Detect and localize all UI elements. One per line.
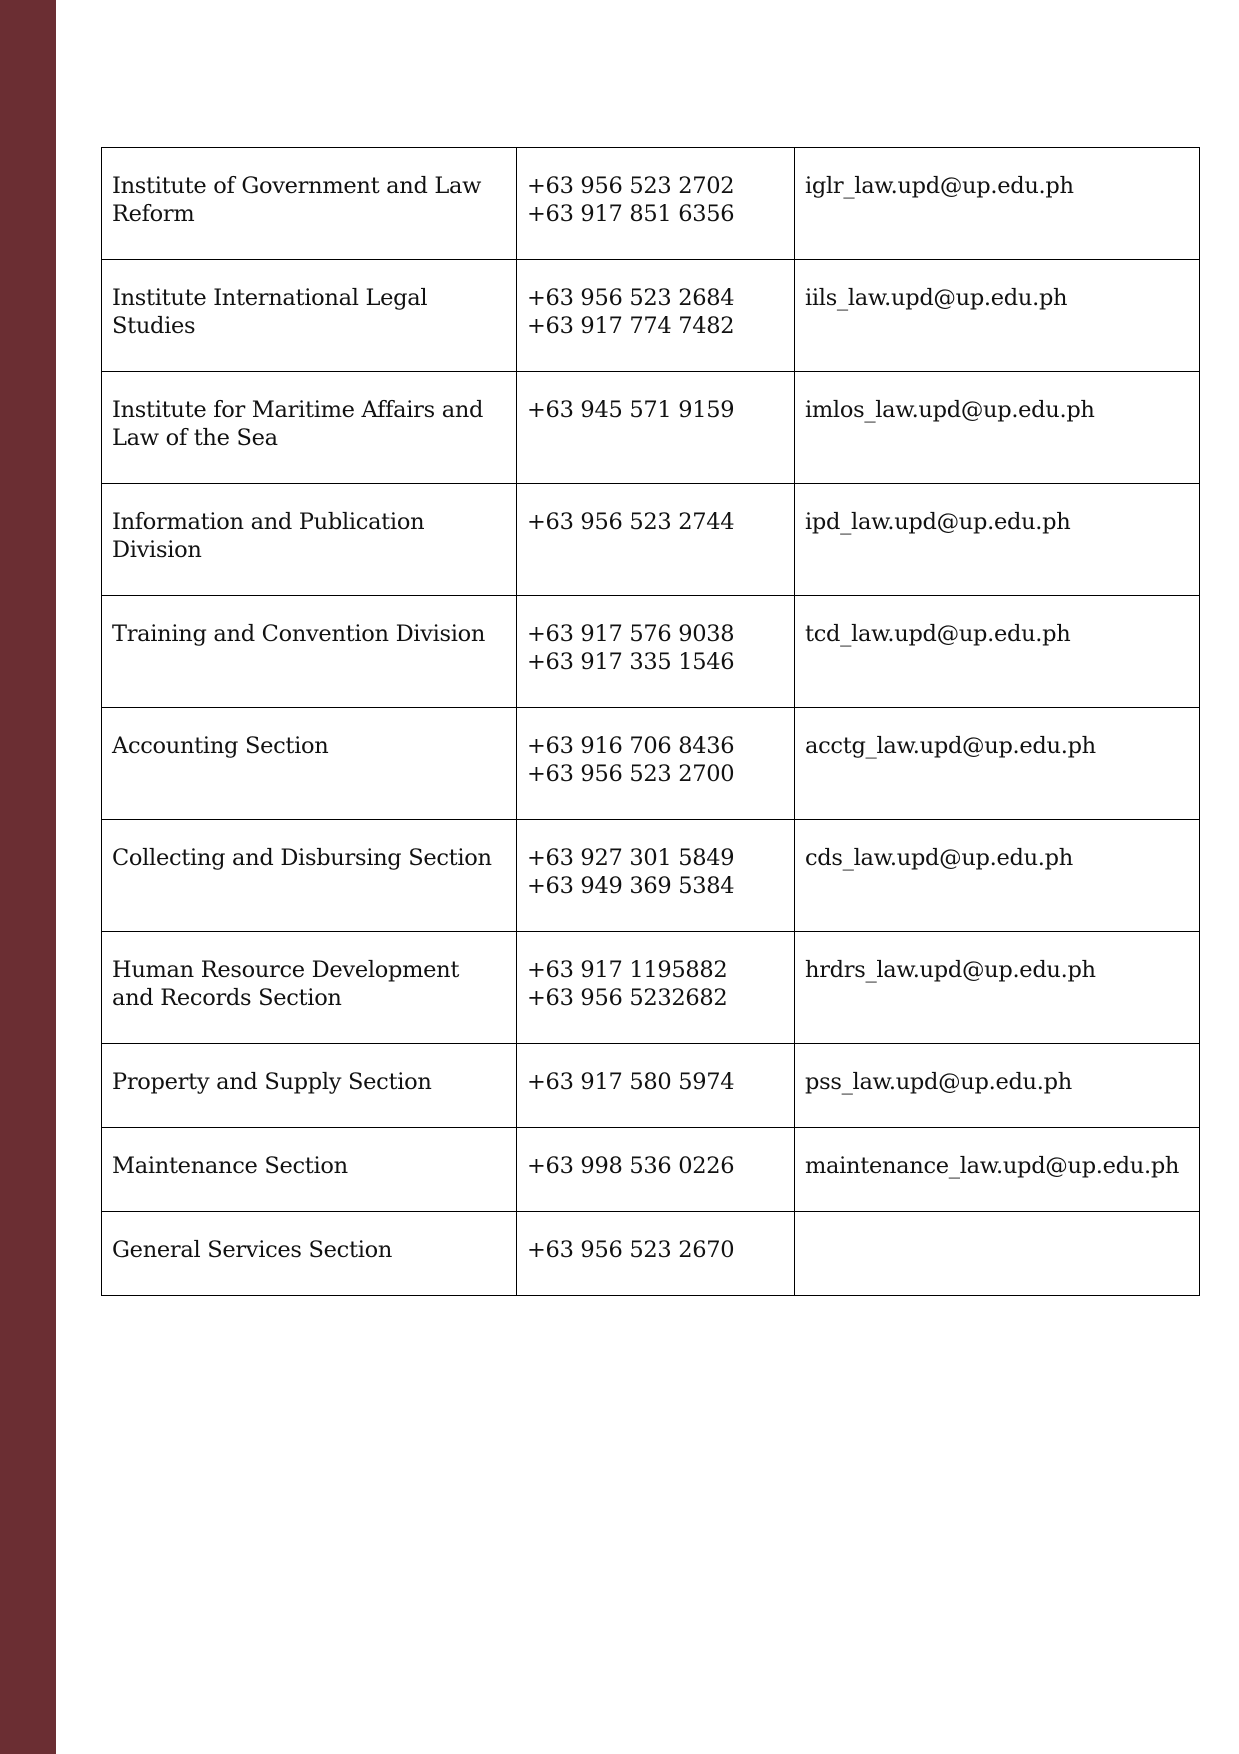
office-name: Institute for Maritime Affairs and Law of the Sea [102, 372, 517, 484]
office-name: Training and Convention Division [102, 596, 517, 708]
phone-number: +63 956 523 2670 [527, 1237, 735, 1263]
phone-number: +63 917 580 5974 [527, 1069, 735, 1095]
office-name: Information and Publication Division [102, 484, 517, 596]
phone-number: +63 956 523 2700 [527, 761, 735, 787]
table-row [102, 148, 1200, 260]
phone-number: +63 917 1195882 [527, 957, 728, 983]
phone-number: +63 916 706 8436 [527, 733, 735, 759]
phone-cell [517, 932, 795, 1044]
phone-number: +63 927 301 5849 [527, 845, 735, 871]
table-row [102, 708, 1200, 820]
table-row [102, 1044, 1200, 1128]
phone-number: +63 956 523 2744 [527, 509, 735, 535]
office-name: Institute International Legal Studies [102, 260, 517, 372]
phone-number: +63 917 576 9038 [527, 621, 735, 647]
phone-number: +63 945 571 9159 [527, 397, 735, 423]
email-address[interactable]: hrdrs_law.upd@up.edu.ph [795, 932, 1200, 1044]
email-address[interactable]: tcd_law.upd@up.edu.ph [795, 596, 1200, 708]
table-row [102, 932, 1200, 1044]
email-address [795, 1212, 1200, 1296]
table-row [102, 1128, 1200, 1212]
email-address[interactable]: cds_law.upd@up.edu.ph [795, 820, 1200, 932]
phone-cell [517, 1044, 795, 1128]
office-name: Property and Supply Section [102, 1044, 517, 1128]
phone-number: +63 956 523 2684 [527, 285, 735, 311]
email-address[interactable]: ipd_law.upd@up.edu.ph [795, 484, 1200, 596]
email-address[interactable]: maintenance_law.upd@up.edu.ph [795, 1128, 1200, 1212]
table-row [102, 484, 1200, 596]
phone-number: +63 917 851 6356 [527, 201, 735, 227]
phone-number: +63 917 335 1546 [527, 649, 735, 675]
office-name: Maintenance Section [102, 1128, 517, 1212]
office-name: General Services Section [102, 1212, 517, 1296]
email-address[interactable]: acctg_law.upd@up.edu.ph [795, 708, 1200, 820]
office-name: Human Resource Development and Records Section [102, 932, 517, 1044]
office-name: Accounting Section [102, 708, 517, 820]
phone-number: +63 949 369 5384 [527, 873, 735, 899]
phone-cell [517, 148, 795, 260]
phone-cell [517, 1212, 795, 1296]
email-address[interactable]: imlos_law.upd@up.edu.ph [795, 372, 1200, 484]
phone-number: +63 956 5232682 [527, 985, 728, 1011]
phone-cell [517, 708, 795, 820]
contact-directory-table [101, 147, 1200, 1296]
page-accent-bar [0, 0, 56, 1754]
table-row [102, 372, 1200, 484]
office-name: Collecting and Disbursing Section [102, 820, 517, 932]
phone-cell [517, 372, 795, 484]
table-row [102, 820, 1200, 932]
table-row [102, 260, 1200, 372]
phone-cell [517, 260, 795, 372]
table-row [102, 596, 1200, 708]
phone-number: +63 917 774 7482 [527, 313, 735, 339]
phone-cell [517, 1128, 795, 1212]
phone-cell [517, 484, 795, 596]
office-name: Institute of Government and Law Reform [102, 148, 517, 260]
email-address[interactable]: iils_law.upd@up.edu.ph [795, 260, 1200, 372]
email-address[interactable]: iglr_law.upd@up.edu.ph [795, 148, 1200, 260]
email-address[interactable]: pss_law.upd@up.edu.ph [795, 1044, 1200, 1128]
phone-number: +63 998 536 0226 [527, 1153, 735, 1179]
table-row [102, 1212, 1200, 1296]
phone-cell [517, 820, 795, 932]
phone-number: +63 956 523 2702 [527, 173, 735, 199]
phone-cell [517, 596, 795, 708]
